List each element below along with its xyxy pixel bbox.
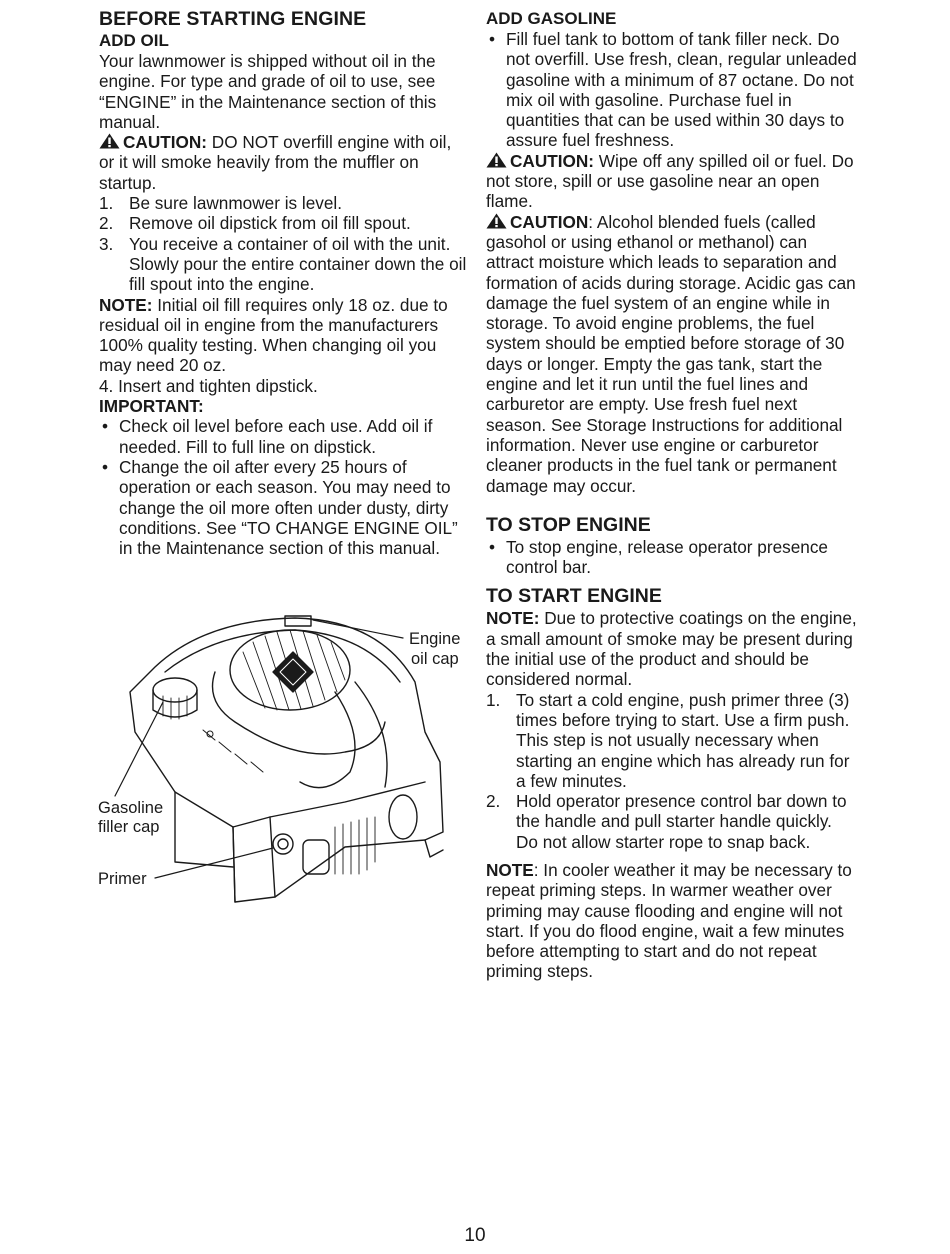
add-gasoline-heading: ADD GASOLINE	[486, 9, 617, 28]
before-starting-heading: BEFORE STARTING ENGINE	[99, 8, 367, 30]
add-oil-caution	[99, 132, 469, 193]
step-text: Remove oil dipstick from oil fill spout.	[129, 213, 411, 234]
engine-oil-cap-label-line1: Engine	[409, 630, 461, 648]
add-gasoline-list	[486, 29, 858, 151]
add-oil-steps	[99, 193, 469, 294]
step-number: 1.	[99, 193, 114, 214]
add-oil-heading: ADD OIL	[99, 31, 169, 50]
step-number: 3.	[99, 233, 114, 254]
list-item	[99, 193, 469, 213]
step-text: You receive a container of oil with the unit. Slowly pour the entire container down the oil fill spout into the engine.	[129, 233, 467, 295]
step-number: 2.	[99, 213, 114, 234]
left-column	[99, 8, 469, 558]
gasoline-caution-2	[486, 212, 858, 496]
list-item: • Change the oil after every 25 hours of operation or each season. You may need to change the oil more often under dusty, dirty conditions. See “TO CHANGE ENGINE OIL” in the Maintenance section of this manual.	[99, 457, 469, 558]
note-text: Initial oil fill requires only 18 oz. due to residual oil in engine from the manufacturers 100% quality testing. When changing oil you may need 20 oz.	[99, 294, 448, 376]
start-engine-note-2	[486, 860, 858, 982]
list-item: • To stop engine, release operator presence control bar.	[486, 537, 858, 578]
gasoline-caution-1	[486, 151, 858, 212]
caution-label: CAUTION:	[510, 150, 595, 171]
warning-triangle-icon	[99, 133, 120, 149]
note-label: NOTE:	[99, 294, 153, 315]
list-item	[99, 213, 469, 233]
primer-label: Primer	[98, 870, 147, 888]
important-list	[99, 416, 469, 558]
list-item	[486, 791, 858, 852]
caution-text: : Alcohol blended fuels (called gasohol or using ethanol or methanol) can attract moisture which leads to separation and formation of acids during storage. Acidic gas can damage the fuel system of an engine while in storage. To avoid engine problems, the fuel system should be emptied before storage of 30 days or longer. Empty the gas tank, start the engine and let it run until the fuel lines and carburetor are empty. Use fresh fuel next season. See Storage Instructions for additional information. Never use engine or carburetor cleaner products in the fuel tank or permanent damage may occur.	[486, 211, 856, 496]
stop-engine-heading: TO STOP ENGINE	[486, 513, 651, 536]
warning-triangle-icon	[486, 213, 507, 229]
page-number: 10	[464, 1225, 486, 1246]
caution-text: DO NOT overfill engine with oil, or it will smoke heavily from the muffler on startup.	[99, 132, 452, 193]
stop-engine-list	[486, 537, 858, 578]
list-item: • Fill fuel tank to bottom of tank filler neck. Do not overfill. Use fresh, clean, regular unleaded gasoline with a minimum of 87 octane. Do not mix oil with gasoline. Purchase fuel in quantities that can be used within 30 days to assure fuel freshness.	[486, 29, 858, 151]
gasoline-filler-cap-label-line2: filler cap	[98, 818, 160, 836]
add-oil-intro: Your lawnmower is shipped without oil in the engine. For type and grade of oil to use, see “ENGINE” in the Maintenance section of this manual.	[99, 51, 437, 132]
list-item: • Check oil level before each use. Add oil if needed. Fill to full line on dipstick.	[99, 416, 469, 457]
note-text: : In cooler weather it may be necessary to repeat priming steps. In warmer weather over priming may cause flooding and engine will not start. If you do flood engine, wait a few minutes before attempting to start and do not repeat priming steps.	[486, 859, 852, 982]
step-text: Be sure lawnmower is level.	[129, 193, 343, 214]
step-number: 1.	[486, 689, 501, 710]
add-oil-step-4: 4. Insert and tighten dipstick.	[99, 375, 318, 396]
add-oil-note	[99, 295, 469, 376]
caution-label: CAUTION:	[123, 132, 208, 153]
note-label: NOTE	[486, 859, 534, 880]
step-text: To start a cold engine, push primer three (3) times before trying to start. Use a firm push. This step is not usually necessary when starting an engine which has already run for a few minutes.	[516, 689, 850, 791]
step-number: 2.	[486, 791, 501, 812]
note-label: NOTE:	[486, 608, 540, 629]
warning-triangle-icon	[486, 152, 507, 168]
important-label-text: IMPORTANT:	[99, 396, 204, 417]
start-engine-heading: TO START ENGINE	[486, 585, 662, 608]
important-label	[99, 396, 469, 416]
note-text: Due to protective coatings on the engine, a small amount of smoke may be present during the initial use of the product and should be considered normal.	[486, 608, 857, 690]
start-engine-note-1	[486, 608, 858, 689]
start-engine-steps	[486, 690, 858, 852]
engine-drawing	[95, 612, 465, 912]
list-item	[99, 234, 469, 295]
engine-oil-cap-label-line2: oil cap	[411, 650, 459, 668]
caution-text: Wipe off any spilled oil or fuel. Do not store, spill or use gasoline near an open flame.	[486, 150, 854, 212]
right-column	[486, 8, 858, 982]
engine-illustration	[95, 612, 465, 912]
step-text: Hold operator presence control bar down to the handle and pull starter handle quickly. Do not allow starter rope to snap back.	[516, 791, 847, 852]
gasoline-filler-cap-label-line1: Gasoline	[98, 799, 164, 817]
list-item	[486, 690, 858, 791]
caution-label: CAUTION	[510, 211, 589, 232]
